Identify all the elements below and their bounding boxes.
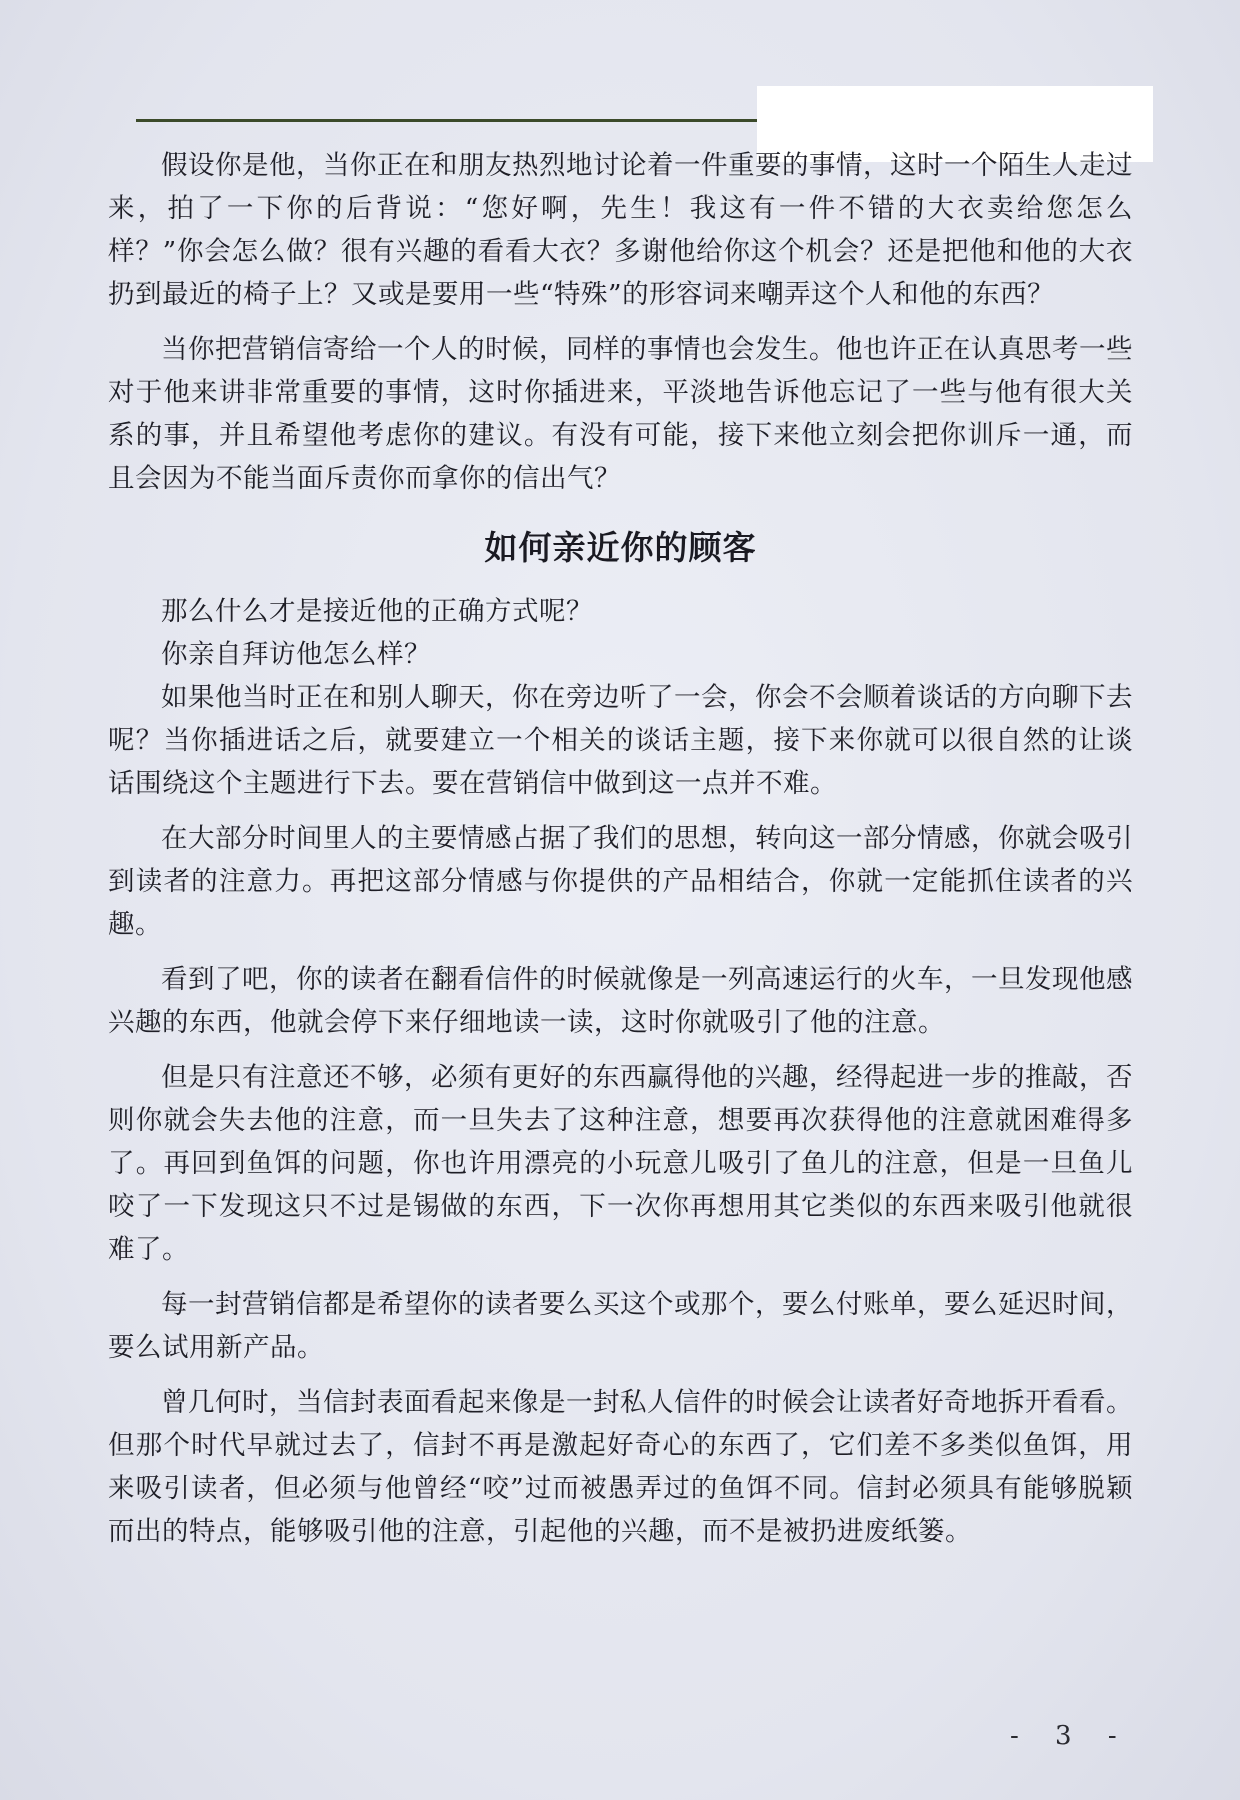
paragraph: 当你把营销信寄给一个人的时候，同样的事情也会发生。他也许正在认真思考一些对于他来讲非常重要的事情，这时你插进来，平淡地告诉他忘记了一些与他有很大关系的事，并且希望他考虑你的建议。有没有可能，接下来他立刻会把你训斥一通，而且会因为不能当面斥责你而拿你的信出气？ bbox=[108, 334, 1133, 494]
paragraph: 在大部分时间里人的主要情感占据了我们的思想，转向这一部分情感，你就会吸引到读者的注意力。再把这部分情感与你提供的产品相结合，你就一定能抓住读者的兴趣。 bbox=[108, 823, 1133, 940]
paragraph: 假设你是他，当你正在和朋友热烈地讨论着一件重要的事情，这时一个陌生人走过来，拍了一下你的后背说：“您好啊，先生！我这有一件不错的大衣卖给您怎么样？”你会怎么做？很有兴趣的看看大衣？多谢他给你这个机会？还是把他和他的大衣扔到最近的椅子上？又或是要用一些“特殊”的形容词来嘲弄这个人和他的东西？ bbox=[108, 150, 1133, 310]
paragraph: 但是只有注意还不够，必须有更好的东西赢得他的兴趣，经得起进一步的推敲，否则你就会失去他的注意，而一旦失去了这种注意，想要再次获得他的注意就困难得多了。再回到鱼饵的问题，你也许用漂亮的小玩意儿吸引了鱼儿的注意，但是一旦鱼儿咬了一下发现这只不过是锡做的东西，下一次你再想用其它类似的东西来吸引他就很难了。 bbox=[108, 1062, 1133, 1265]
paragraph: 看到了吧，你的读者在翻看信件的时候就像是一列高速运行的火车，一旦发现他感兴趣的东西，他就会停下来仔细地读一读，这时你就吸引了他的注意。 bbox=[108, 964, 1133, 1038]
page-number: - 3 - bbox=[1010, 1721, 1131, 1751]
paragraph: 每一封营销信都是希望你的读者要么买这个或那个，要么付账单，要么延迟时间，要么试用新产品。 bbox=[108, 1289, 1133, 1363]
body-text bbox=[108, 144, 1133, 1553]
header-rule bbox=[136, 119, 766, 122]
paragraph: 曾几何时，当信封表面看起来像是一封私人信件的时候会让读者好奇地拆开看看。但那个时代早就过去了，信封不再是激起好奇心的东西了，它们差不多类似鱼饵，用来吸引读者，但必须与他曾经“咬”过而被愚弄过的鱼饵不同。信封必须具有能够脱颖而出的特点，能够吸引他的注意，引起他的兴趣，而不是被扔进废纸篓。 bbox=[108, 1387, 1133, 1547]
paragraph: 你亲自拜访他怎么样？ bbox=[161, 639, 431, 670]
paragraph: 如果他当时正在和别人聊天，你在旁边听了一会，你会不会顺着谈话的方向聊下去呢？当你插进话之后，就要建立一个相关的谈话主题，接下来你就可以很自然的让谈话围绕这个主题进行下去。要在营销信中做到这一点并不难。 bbox=[108, 682, 1133, 799]
paragraph: 那么什么才是接近他的正确方式呢？ bbox=[161, 596, 593, 627]
section-heading: 如何亲近你的顾客 bbox=[484, 528, 757, 567]
